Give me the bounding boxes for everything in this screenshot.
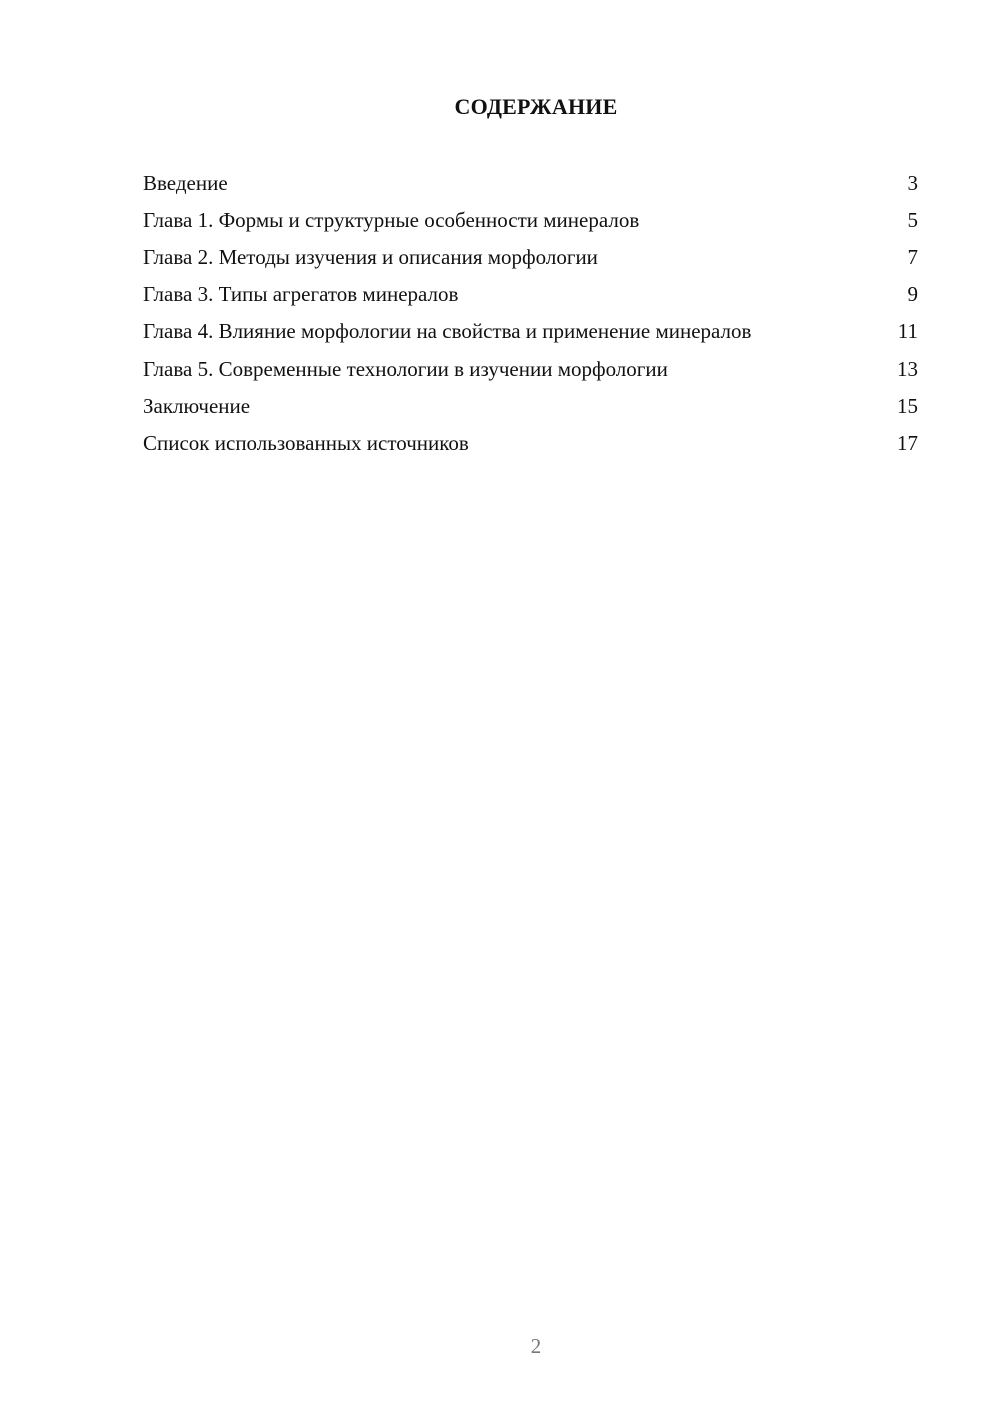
toc-entry-label: Глава 2. Методы изучения и описания морфологии xyxy=(143,245,598,269)
toc-entry-chapter-1 xyxy=(143,207,918,233)
toc-entry-page: 13 xyxy=(897,357,918,381)
toc-entry-label: Заключение xyxy=(143,394,251,418)
toc-entry-page: 15 xyxy=(897,394,918,418)
page-number: 2 xyxy=(530,1334,542,1358)
toc-entry-chapter-5 xyxy=(143,356,918,382)
toc-entry-conclusion xyxy=(143,393,918,419)
toc-entry-chapter-2 xyxy=(143,244,918,270)
toc-entry-introduction xyxy=(143,170,918,196)
toc-entry-label: Список использованных источников xyxy=(143,431,469,455)
table-of-contents xyxy=(143,170,918,467)
toc-entry-chapter-4 xyxy=(143,318,918,344)
page-title: СОДЕРЖАНИЕ xyxy=(454,94,618,119)
toc-entry-page: 17 xyxy=(897,431,918,455)
toc-entry-page: 5 xyxy=(907,208,918,232)
toc-entry-label: Введение xyxy=(143,171,228,195)
toc-entry-page: 3 xyxy=(907,171,918,195)
toc-entry-references xyxy=(143,430,918,456)
toc-entry-label: Глава 4. Влияние морфологии на свойства и применение минералов xyxy=(143,319,752,343)
toc-entry-page: 7 xyxy=(907,245,918,269)
toc-entry-chapter-3 xyxy=(143,281,918,307)
toc-entry-label: Глава 3. Типы агрегатов минералов xyxy=(143,282,459,306)
toc-entry-page: 11 xyxy=(897,319,918,343)
toc-entry-page: 9 xyxy=(907,282,918,306)
toc-entry-label: Глава 1. Формы и структурные особенности минералов xyxy=(143,208,640,232)
toc-entry-label: Глава 5. Современные технологии в изучении морфологии xyxy=(143,357,668,381)
